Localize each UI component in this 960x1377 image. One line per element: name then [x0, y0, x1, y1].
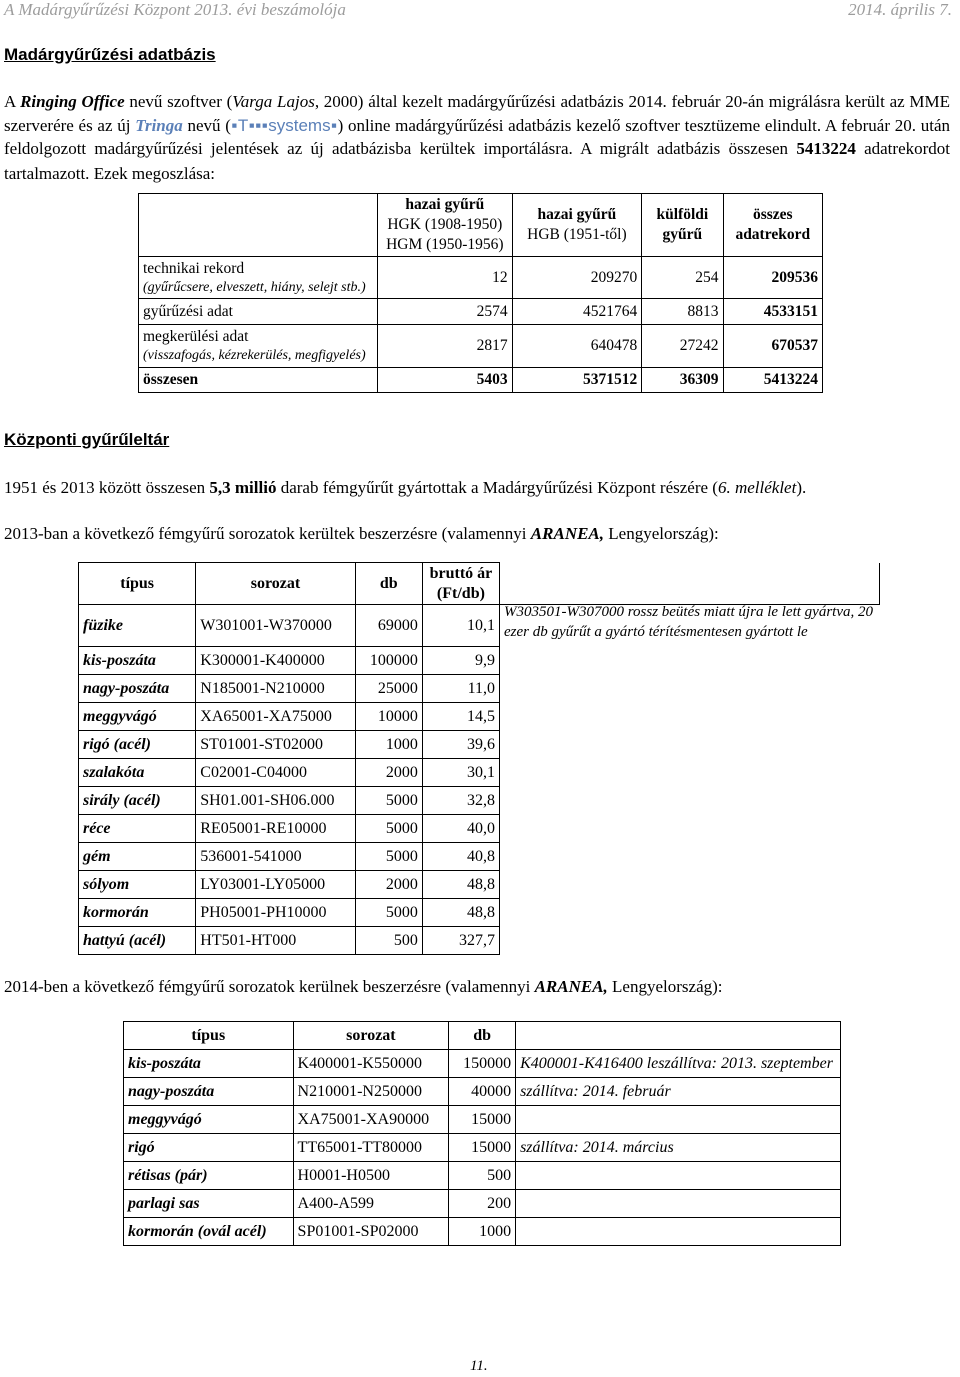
- table-row: parlagi sas A400-A599 200: [124, 1190, 841, 1218]
- tringa-name: Tringa: [135, 115, 183, 135]
- paragraph-2014: 2014-ben a következő fémgyűrű sorozatok kerülnek beszerzésre (valamennyi ARANEA, Lengyelország):: [4, 977, 723, 996]
- table-row: nagy-poszáta N210001-N250000 40000 szállítva: 2014. február: [124, 1078, 841, 1106]
- table-row: réce RE05001-RE10000 5000 40,0: [79, 815, 880, 843]
- defect-note: W303501-W307000 rossz beütés miatt újra le lett gyártva, 20 ezer db gyűrűt a gyártó térítésmentesen gyártott le: [504, 604, 873, 640]
- table-row: gém 536001-541000 5000 40,8: [79, 843, 880, 871]
- table-row: füzike W301001-W370000 69000 10,1: [79, 605, 880, 647]
- rings-2014-table: típus sorozat db kis-poszáta K400001-K550000 150000 K400001-K416400 leszállítva: 2013. szeptember nagy-poszáta N210001-N250000 40000 szállítva: 2014. február meggyvágó XA75001-XA90000 15000 rigó TT65001-TT80000 15000 szállítva: 2014. március rétisas (pár) H0001-H0500 500 parlagi sas A400-A599 200 kormorán (ovál acél) SP01001-SP02000 1000: [123, 1021, 841, 1246]
- table-row: kormorán (ovál acél) SP01001-SP02000 1000: [124, 1218, 841, 1246]
- section-title-database: Madárgyűrűzési adatbázis: [4, 45, 216, 64]
- table-row: rigó TT65001-TT80000 15000 szállítva: 2014. március: [124, 1134, 841, 1162]
- table-row: szalakóta C02001-C04000 2000 30,1: [79, 759, 880, 787]
- paragraph-migration: A Ringing Office nevű szoftver (Varga Lajos, 2000) által kezelt madárgyűrűzési adatbázis 2014. február 20-án migrálásra került az MME szerverére és az új Tringa nevű (▪T▪▪▪systems▪) online madárgyűrűzési adatbázis kezelő szoftver tesztüzeme elindult. A február 20. után feldolgozott madárgyűrűzési jelentések az új adatbázisba kerültek importálásra. A migrált adatbázis összesen 5413224 adatrekordot tartalmazott. Ezek megoszlása:: [4, 92, 951, 183]
- table-row: meggyvágó XA75001-XA90000 15000: [124, 1106, 841, 1134]
- table-row: nagy-poszáta N185001-N210000 25000 11,0: [79, 675, 880, 703]
- table-row: megkerülési adat (visszafogás, kézrekerülés, megfigyelés) 2817 640478 27242 670537: [139, 325, 823, 368]
- section-title-inventory: Központi gyűrűleltár: [4, 430, 170, 449]
- header-date: 2014. április 7.: [848, 0, 952, 19]
- header-title: A Madárgyűrűzési Központ 2013. évi beszámolója: [4, 0, 346, 19]
- table-row: gyűrűzési adat 2574 4521764 8813 4533151: [139, 299, 823, 325]
- table-row: kis-poszáta K300001-K400000 100000 9,9: [79, 647, 880, 675]
- table-row: összesen 5403 5371512 36309 5413224: [139, 368, 823, 393]
- table-row: technikai rekord (gyűrűcsere, elveszett, hiány, selejt stb.) 12 209270 254 209536: [139, 257, 823, 299]
- page-header: [4, 0, 952, 22]
- table-row: hattyú (acél) HT501-HT000 500 327,7: [79, 927, 880, 955]
- paragraph-2013: 2013-ban a következő fémgyűrű sorozatok kerültek beszerzésre (valamennyi ARANEA, Lengyelország):: [4, 524, 719, 543]
- tsystems-name: ▪T▪▪▪systems▪: [230, 115, 338, 135]
- table-row: sirály (acél) SH01.001-SH06.000 5000 32,8: [79, 787, 880, 815]
- table-row: sólyom LY03001-LY05000 2000 48,8: [79, 871, 880, 899]
- paragraph-production: 1951 és 2013 között összesen 5,3 millió darab fémgyűrűt gyártottak a Madárgyűrűzési Központ részére (6. melléklet).: [4, 478, 807, 497]
- table-row: rétisas (pár) H0001-H0500 500: [124, 1162, 841, 1190]
- page-number: 11.: [470, 1358, 488, 1374]
- database-breakdown-table: hazai gyűrű HGK (1908-1950) HGM (1950-1956) hazai gyűrű HGB (1951-től) külföldi gyűrű összes adatrekord technikai rekord (gyűrűcsere, elveszett, hiány, selejt stb.) 12 209270 254 209536 gyűrűzési adat 2574 4521764 8813 4533151 megkerülési adat (visszafogás, kézrekerülés, megfigyelés) 2817 640478 27242 670537 összesen 5403 5371512 36309 5413224: [138, 193, 823, 393]
- rings-2013-table: típus sorozat db bruttó ár (Ft/db) füzike W301001-W370000 69000 10,1 kis-poszáta K300001-K400000 100000 9,9 nagy-poszáta N185001-N210000 25000 11,0 meggyvágó XA65001-XA75000 10000 14,5 rigó (acél) ST01001-ST02000 1000 39,6 szalakóta C02001-C04000 2000 30,1 sirály (acél) SH01.001-SH06.000 5000 32,8 réce RE05001-RE10000 5000 40,0 gém 536001-541000 5000 40,8 sólyom LY03001-LY05000 2000 48,8 kormorán PH05001-PH10000 5000 48,8 hattyú (acél) HT501-HT000 500 327,7: [78, 562, 880, 955]
- table-row: rigó (acél) ST01001-ST02000 1000 39,6: [79, 731, 880, 759]
- table-row: kis-poszáta K400001-K550000 150000 K400001-K416400 leszállítva: 2013. szeptember: [124, 1050, 841, 1078]
- table-row: meggyvágó XA65001-XA75000 10000 14,5: [79, 703, 880, 731]
- table-row: kormorán PH05001-PH10000 5000 48,8: [79, 899, 880, 927]
